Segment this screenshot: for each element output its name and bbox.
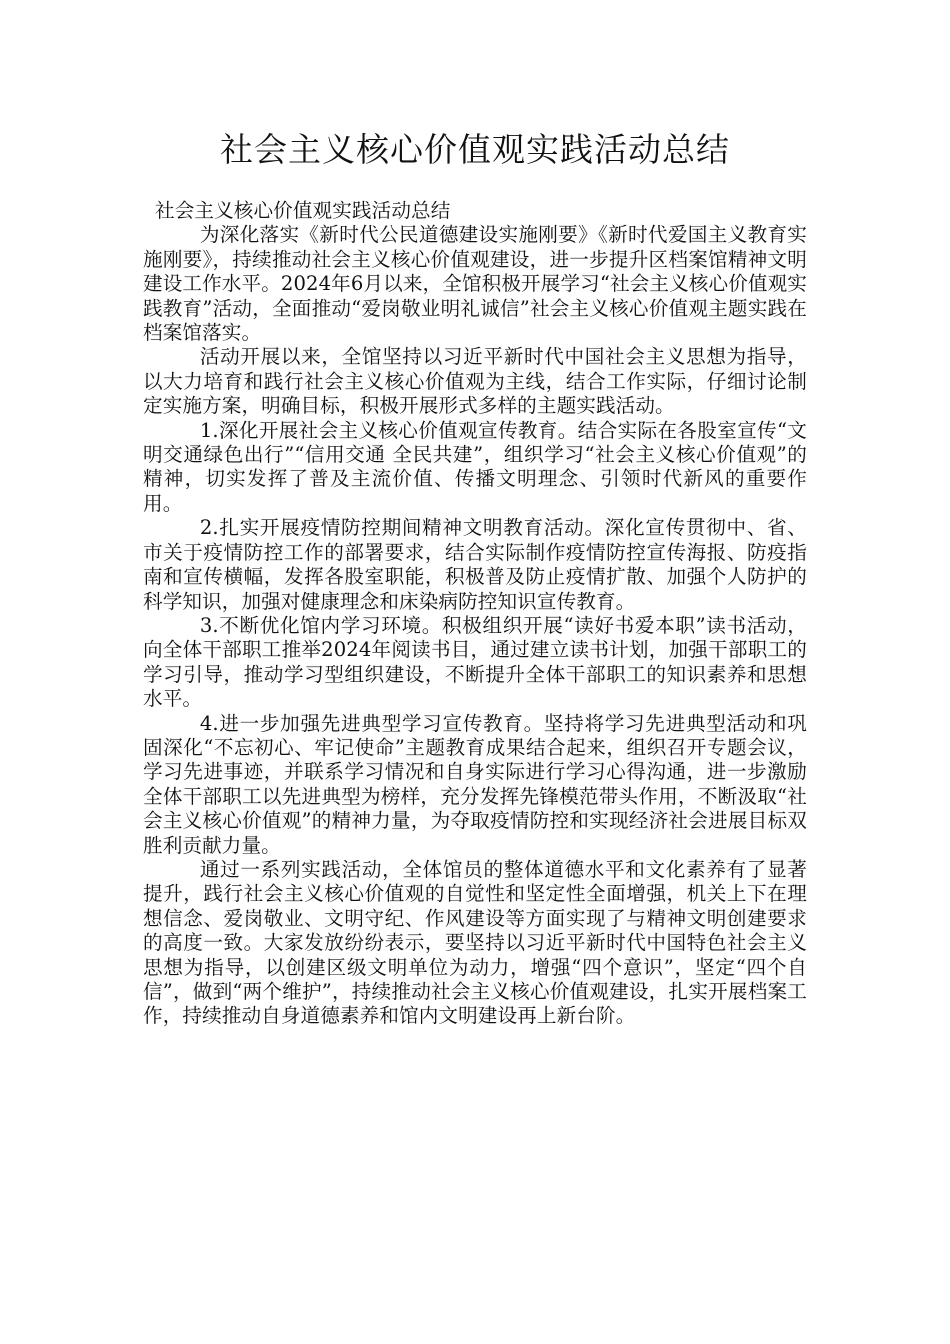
paragraph-overview: 活动开展以来，全馆坚持以习近平新时代中国社会主义思想为指导，以大力培育和践行社会主义核心价值观为主线，结合工作实际，仔细讨论制定实施方案，明确目标，积极开展形式多样的主题实践活动。 (143, 345, 807, 418)
paragraph-item-3: 3.不断优化馆内学习环境。积极组织开展“读好书爱本职”读书活动，向全体干部职工推举2024年阅读书目，通过建立读书计划，加强干部职工的学习引导，推动学习型组织建设，不断提升全体干部职工的知识素养和思想水平。 (143, 613, 807, 711)
document-body (143, 199, 807, 1029)
paragraph-item-2: 2.扎实开展疫情防控期间精神文明教育活动。深化宣传贯彻中、省、市关于疫情防控工作的部署要求，结合实际制作疫情防控宣传海报、防疫指南和宣传横幅，发挥各股室职能，积极普及防止疫情扩散、加强个人防护的科学知识，加强对健康理念和床染病防控知识宣传教育。 (143, 516, 807, 613)
paragraph-item-4: 4.进一步加强先进典型学习宣传教育。坚持将学习先进典型活动和巩固深化“不忘初心、牢记使命”主题教育成果结合起来，组织召开专题会议，学习先进事迹，并联系学习情况和自身实际进行学习心得沟通，进一步激励全体干部职工以先进典型为榜样，充分发挥先锋模范带头作用，不断汲取“社会主义核心价值观”的精神力量，为夺取疫情防控和实现经济社会进展目标双胜利贡献力量。 (143, 711, 807, 857)
paragraph-item-1: 1.深化开展社会主义核心价值观宣传教育。结合实际在各股室宣传“文明交通绿色出行”“信用交通 全民共建”，组织学习“社会主义核心价值观”的精神，切实发挥了普及主流价值、传播文明理念、引领时代新风的重要作用。 (143, 418, 807, 515)
document-subtitle: 社会主义核心价值观实践活动总结 (155, 199, 451, 222)
paragraph-conclusion: 通过一系列实践活动，全体馆员的整体道德水平和文化素养有了显著提升，践行社会主义核心价值观的自觉性和坚定性全面增强，机关上下在理想信念、爱岗敬业、文明守纪、作风建设等方面实现了与精神文明创建要求的高度一致。大家发放纷纷表示，要坚持以习近平新时代中国特色社会主义思想为指导，以创建区级文明单位为动力，增强“四个意识”，坚定“四个自信”，做到“两个维护”，持续推动社会主义核心价值观建设，扎实开展档案工作，持续推动自身道德素养和馆内文明建设再上新台阶。 (143, 857, 807, 1028)
paragraph-intro: 为深化落实《新时代公民道德建设实施刚要》《新时代爱国主义教育实施刚要》，持续推动社会主义核心价值观建设，进一步提升区档案馆精神文明建设工作水平。2024年6月以来，全馆积极开展学习“社会主义核心价值观实践教育”活动，全面推动“爱岗敬业明礼诚信”社会主义核心价值观主题实践在档案馆落实。 (143, 223, 807, 345)
document-title: 社会主义核心价值观实践活动总结 (220, 130, 730, 169)
